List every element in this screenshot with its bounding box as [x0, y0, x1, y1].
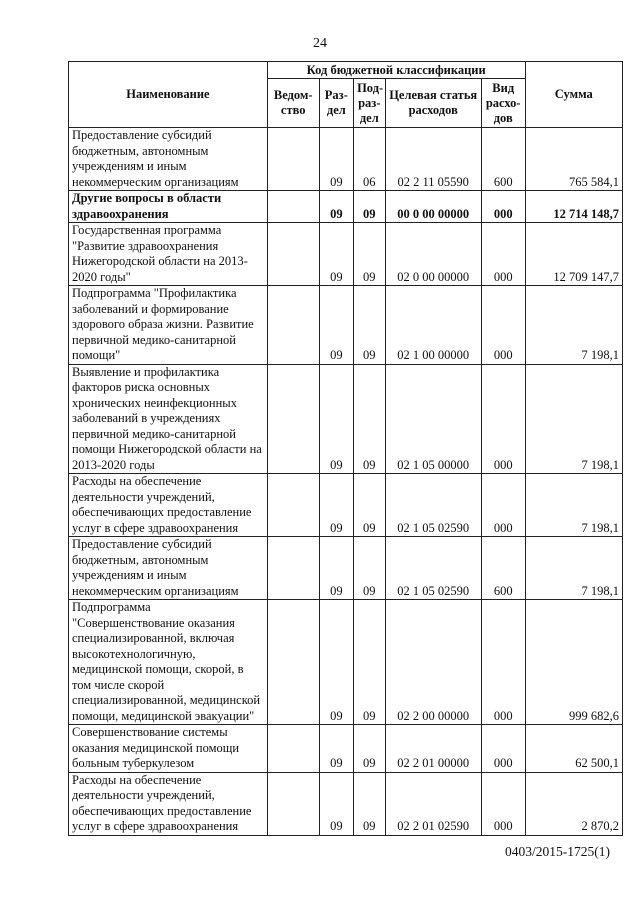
cell-summa: 7 198,1	[525, 286, 622, 365]
cell-summa: 12 709 147,7	[525, 223, 622, 286]
cell-tselevaya-statya: 02 2 00 00000	[385, 600, 481, 725]
cell-vedomstvo	[267, 364, 319, 474]
header-tselevaya-statya: Целевая статья расходов	[385, 79, 481, 128]
table-row	[69, 223, 623, 286]
cell-vedomstvo	[267, 223, 319, 286]
cell-razdel: 09	[319, 772, 353, 835]
cell-name: Совершенствование системы оказания медицинской помощи больным туберкулезом	[69, 725, 268, 773]
table-row	[69, 364, 623, 474]
cell-vid-raskhodov: 000	[481, 600, 525, 725]
cell-razdel: 09	[319, 364, 353, 474]
cell-name: Предоставление субсидий бюджетным, автономным учреждениям и иным некоммерческим организациям	[69, 128, 268, 191]
cell-summa: 2 870,2	[525, 772, 622, 835]
header-budget-classification-code: Код бюджетной классификации	[267, 62, 525, 79]
cell-vedomstvo	[267, 286, 319, 365]
cell-name: Предоставление субсидий бюджетным, автономным учреждениям и иным некоммерческим организациям	[69, 537, 268, 600]
cell-tselevaya-statya: 02 0 00 00000	[385, 223, 481, 286]
header-summa: Сумма	[525, 62, 622, 128]
cell-tselevaya-statya: 02 1 05 00000	[385, 364, 481, 474]
cell-name: Государственная программа "Развитие здравоохранения Нижегородской области на 2013-2020 годы"	[69, 223, 268, 286]
cell-tselevaya-statya: 02 1 05 02590	[385, 474, 481, 537]
cell-vedomstvo	[267, 474, 319, 537]
cell-vedomstvo	[267, 600, 319, 725]
table-row	[69, 191, 623, 223]
document-code: 0403/2015-1725(1)	[505, 844, 610, 859]
table-row	[69, 537, 623, 600]
cell-summa: 7 198,1	[525, 537, 622, 600]
cell-razdel: 09	[319, 725, 353, 773]
budget-table	[68, 61, 623, 836]
cell-summa: 62 500,1	[525, 725, 622, 773]
cell-summa: 12 714 148,7	[525, 191, 622, 223]
cell-razdel: 09	[319, 223, 353, 286]
table-body	[69, 128, 623, 836]
header-vedomstvo: Ведом-ство	[267, 79, 319, 128]
cell-podrazdel: 09	[354, 725, 385, 773]
cell-summa: 7 198,1	[525, 364, 622, 474]
cell-summa: 7 198,1	[525, 474, 622, 537]
cell-tselevaya-statya: 02 2 11 05590	[385, 128, 481, 191]
cell-vedomstvo	[267, 725, 319, 773]
cell-tselevaya-statya: 02 2 01 00000	[385, 725, 481, 773]
cell-vid-raskhodov: 600	[481, 128, 525, 191]
cell-vid-raskhodov: 000	[481, 191, 525, 223]
table-row	[69, 286, 623, 365]
cell-vid-raskhodov: 000	[481, 286, 525, 365]
cell-vid-raskhodov: 000	[481, 364, 525, 474]
cell-podrazdel: 09	[354, 364, 385, 474]
cell-name: Другие вопросы в области здравоохранения	[69, 191, 268, 223]
page-number: 24	[313, 36, 327, 51]
cell-vid-raskhodov: 000	[481, 474, 525, 537]
cell-vid-raskhodov: 000	[481, 772, 525, 835]
table-row	[69, 725, 623, 773]
cell-tselevaya-statya: 02 2 01 02590	[385, 772, 481, 835]
cell-tselevaya-statya: 02 1 05 02590	[385, 537, 481, 600]
cell-vedomstvo	[267, 537, 319, 600]
cell-razdel: 09	[319, 474, 353, 537]
cell-summa: 999 682,6	[525, 600, 622, 725]
cell-razdel: 09	[319, 128, 353, 191]
header-podrazdel: Под-раз-дел	[354, 79, 385, 128]
cell-name: Выявление и профилактика факторов риска основных хронических неинфекционных заболеваний в учреждениях первичной медико-санитарной помощи Нижегородской области на 2013-2020 годы	[69, 364, 268, 474]
table-row	[69, 474, 623, 537]
table-header	[69, 62, 623, 128]
cell-razdel: 09	[319, 537, 353, 600]
cell-tselevaya-statya: 00 0 00 00000	[385, 191, 481, 223]
cell-razdel: 09	[319, 600, 353, 725]
header-razdel: Раз-дел	[319, 79, 353, 128]
cell-vid-raskhodov: 000	[481, 223, 525, 286]
cell-name: Расходы на обеспечение деятельности учреждений, обеспечивающих предоставление услуг в сфере здравоохранения	[69, 772, 268, 835]
cell-podrazdel: 09	[354, 286, 385, 365]
cell-name: Подпрограмма "Профилактика заболеваний и формирование здорового образа жизни. Развитие первичной медико-санитарной помощи"	[69, 286, 268, 365]
table-row	[69, 128, 623, 191]
cell-podrazdel: 09	[354, 772, 385, 835]
cell-podrazdel: 09	[354, 537, 385, 600]
cell-vedomstvo	[267, 191, 319, 223]
header-vid-raskhodov: Вид расхо-дов	[481, 79, 525, 128]
cell-name: Расходы на обеспечение деятельности учреждений, обеспечивающих предоставление услуг в сфере здравоохранения	[69, 474, 268, 537]
cell-podrazdel: 09	[354, 600, 385, 725]
cell-razdel: 09	[319, 286, 353, 365]
cell-podrazdel: 06	[354, 128, 385, 191]
table-row	[69, 600, 623, 725]
cell-razdel: 09	[319, 191, 353, 223]
cell-vedomstvo	[267, 772, 319, 835]
cell-podrazdel: 09	[354, 223, 385, 286]
cell-podrazdel: 09	[354, 474, 385, 537]
cell-vedomstvo	[267, 128, 319, 191]
cell-name: Подпрограмма "Совершенствование оказания специализированной, включая высокотехнологичную, медицинской помощи, скорой, в том числе скорой специализированной, медицинской помощи, медицинской эвакуации"	[69, 600, 268, 725]
cell-tselevaya-statya: 02 1 00 00000	[385, 286, 481, 365]
cell-podrazdel: 09	[354, 191, 385, 223]
table-row	[69, 772, 623, 835]
header-name: Наименование	[69, 62, 268, 128]
cell-vid-raskhodov: 000	[481, 725, 525, 773]
cell-summa: 765 584,1	[525, 128, 622, 191]
cell-vid-raskhodov: 600	[481, 537, 525, 600]
